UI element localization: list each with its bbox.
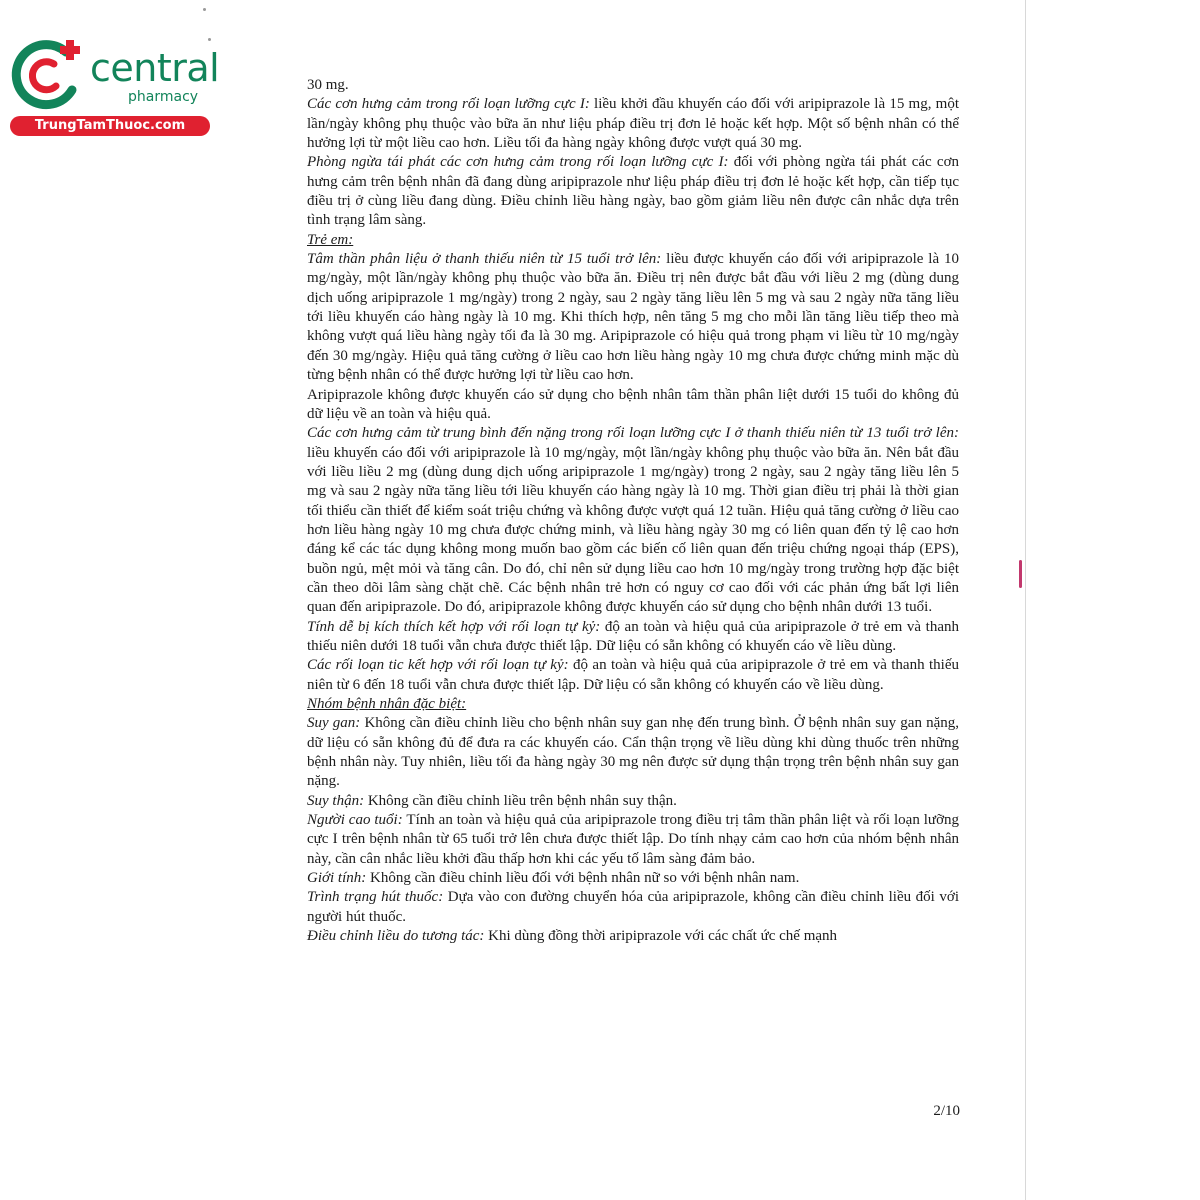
paragraph-text: Dựa vào con đường chuyển hóa của aripiprazole, không cần điều chỉnh liều đối với người hút thuốc. <box>307 889 959 925</box>
paragraph <box>307 95 959 153</box>
paragraph-text: Khi dùng đồng thời aripiprazole với các chất ức chế mạnh <box>484 928 838 945</box>
paragraph-label: Trình trạng hút thuốc: <box>307 889 444 906</box>
paragraph-label: Suy thận: <box>307 792 365 809</box>
paragraph-text: liều khởi đầu khuyến cáo đối với aripiprazole là 15 mg, một lần/ngày không phụ thuộc vào bữa ăn như liệu pháp điều trị đơn lẻ hoặc kết hợp. Một số bệnh nhân có thể hưởng lợi từ một liều cao hơn. Liều tối đa hàng ngày không được vượt quá 30 mg. <box>307 96 959 152</box>
paragraph-text: Không cần điều chỉnh liều đối với bệnh nhân nữ so với bệnh nhân nam. <box>366 870 800 887</box>
paragraph-label: Giới tính: <box>307 870 367 887</box>
paragraph-label: Người cao tuổi: <box>307 812 403 829</box>
paragraph <box>307 153 959 230</box>
paragraph <box>307 250 959 385</box>
page-number: 2/10 <box>933 1103 960 1119</box>
paragraph-text: liều được khuyến cáo đối với aripiprazole là 10 mg/ngày, một lần/ngày không phụ thuộc vào bữa ăn. Điều trị nên được bắt đầu với liều 2 mg (dùng dung dịch uống aripiprazole 1 mg/ngày) trong 2 ngày, sau 2 ngày tăng liều lên 5 mg và sau 2 ngày nữa tăng liều tới liều khuyến cáo hàng ngày là 10 mg. Khi thích hợp, nên tăng 5 mg cho mỗi lần tăng liều tiếp theo mà không vượt quá liều hàng ngày tối đa là 30 mg. Aripiprazole có hiệu quả trong phạm vi liều từ 10 mg/ngày đến 30 mg/ngày. Hiệu quả tăng cường ở liều cao hơn liều hàng ngày 10 mg chưa được chứng minh mặc dù từng bệnh nhân có thể được hưởng lợi từ liều cao hơn. <box>307 251 960 384</box>
paragraph <box>307 888 959 927</box>
scan-speck <box>208 38 211 41</box>
scan-speck <box>203 8 206 11</box>
paragraph <box>307 927 959 946</box>
paragraph-text: độ an toàn và hiệu quả của aripiprazole ở trẻ em và thanh thiếu niên từ 6 đến 18 tuổi vẫn chưa được thiết lập. Dữ liệu có sẵn không có khuyến cáo về liều dùng. <box>307 657 959 693</box>
paragraph <box>307 714 959 791</box>
paragraph-label: Các rối loạn tic kết hợp với rối loạn tự kỷ: <box>307 657 569 674</box>
paragraph-text: Không cần điều chỉnh liều cho bệnh nhân suy gan nhẹ đến trung bình. Ở bệnh nhân suy gan nặng, dữ liệu có sẵn không đủ để đưa ra các khuyến cáo. Cẩn thận trọng về liều dùng khi dùng thuốc trên những bệnh nhân này. Tuy nhiên, liều tối đa hàng ngày 30 mg nên được sử dụng thận trọng trên bệnh nhân suy gan nặng. <box>307 715 959 790</box>
paragraph-label: Các cơn hưng cảm trong rối loạn lưỡng cực I: <box>307 96 590 113</box>
paragraph <box>307 792 959 811</box>
brand-website-banner[interactable]: TrungTamThuoc.com <box>10 116 210 136</box>
paragraph-label: Các cơn hưng cảm từ trung bình đến nặng trong rối loạn lưỡng cực I ở thanh thiếu niên từ 13 tuổi trở lên: <box>307 425 959 442</box>
paragraph-text: độ an toàn và hiệu quả của aripiprazole ở trẻ em và thanh thiếu niên dưới 18 tuổi vẫn chưa được thiết lập. Dữ liệu có sẵn không có khuyến cáo về liều dùng. <box>307 618 959 654</box>
paragraph-label: Tính dễ bị kích thích kết hợp với rối loạn tự kỷ: <box>307 618 601 635</box>
paragraph-text: đối với phòng ngừa tái phát các cơn hưng cảm trên bệnh nhân đã đang dùng aripiprazole như liệu pháp điều trị đơn lẻ hoặc kết hợp, cần tiếp tục điều trị ở cùng liều đang dùng. Điều chỉnh liều hàng ngày, bao gồm giảm liều nên được cân nhắc dựa trên tình trạng lâm sàng. <box>307 154 959 229</box>
section-heading-text: Nhóm bệnh nhân đặc biệt: <box>307 696 467 712</box>
paragraph <box>307 618 959 657</box>
brand-name: central <box>90 46 220 90</box>
paragraph <box>307 869 959 888</box>
section-heading-text: Trẻ em: <box>307 231 354 248</box>
paragraph <box>307 656 959 695</box>
paragraph-text: Tính an toàn và hiệu quả của aripiprazole trong điều trị tâm thần phân liệt và rối loạn lưỡng cực I trên bệnh nhân từ 65 tuổi trở lên chưa được thiết lập. Do tính nhạy cảm cao hơn của nhóm bệnh nhân này, cần cân nhắc liều khởi đầu thấp hơn khi các yếu tố lâm sàng đảm bảo. <box>307 812 959 867</box>
document-body <box>307 76 959 946</box>
paragraph-label: Phòng ngừa tái phát các cơn hưng cảm trong rối loạn lưỡng cực I: <box>307 154 729 171</box>
paragraph-text: Aripiprazole không được khuyến cáo sử dụng cho bệnh nhân tâm thần phân liệt dưới 15 tuổi do không đủ dữ liệu về an toàn và hiệu quả. <box>307 386 959 422</box>
highlighter-mark <box>1019 560 1022 588</box>
paragraph <box>307 424 959 617</box>
paragraph-text: Không cần điều chỉnh liều trên bệnh nhân suy thận. <box>364 792 677 809</box>
paragraph <box>307 76 959 95</box>
paragraph-label: Tâm thần phân liệu ở thanh thiếu niên từ 15 tuổi trở lên: <box>307 251 662 268</box>
paragraph <box>307 386 959 425</box>
paragraph-label: Suy gan: <box>307 715 361 732</box>
central-pharmacy-logo[interactable] <box>10 36 220 136</box>
section-heading <box>307 231 959 250</box>
pharmacy-cross-logo-icon <box>10 36 90 116</box>
section-heading <box>307 695 959 714</box>
brand-subtitle: pharmacy <box>128 89 199 105</box>
paragraph-label: Điều chỉnh liều do tương tác: <box>307 928 485 945</box>
paragraph-text: 30 mg. <box>307 77 349 93</box>
paragraph <box>307 811 959 869</box>
paragraph-text: liều khuyến cáo đối với aripiprazole là 10 mg/ngày, một lần/ngày không phụ thuộc vào bữa ăn. Nên bắt đầu với liều liều 2 mg (dùng dung dịch uống aripiprazole 1 mg/ngày) trong 2 ngày, sau 2 ngày tăng liều lên 5 mg và sau 2 ngày nữa tăng liều tới liều khuyến cáo hàng ngày là 10 mg. Thời gian điều trị phải là thời gian tối thiểu cần thiết để kiểm soát triệu chứng và không được vượt quá 12 tuần. Hiệu quả tăng cường ở liều cao hơn liều hàng ngày 10 mg chưa được chứng minh, và liều hàng ngày 30 mg có liên quan đến tỷ lệ cao hơn đáng kể các tác dụng không mong muốn bao gồm các biến cố liên quan đến triệu chứng ngoại tháp (EPS), buồn ngủ, mệt mỏi và tăng cân. Do đó, chỉ nên sử dụng liều cao hơn 10 mg/ngày trong trường hợp đặc biệt cần theo dõi lâm sàng chặt chẽ. Các bệnh nhân trẻ hơn có nguy cơ cao đối với các phản ứng bất lợi liên quan đến aripiprazole. Do đó, aripiprazole không được khuyến cáo sử dụng cho bệnh nhân dưới 13 tuổi. <box>307 444 959 616</box>
